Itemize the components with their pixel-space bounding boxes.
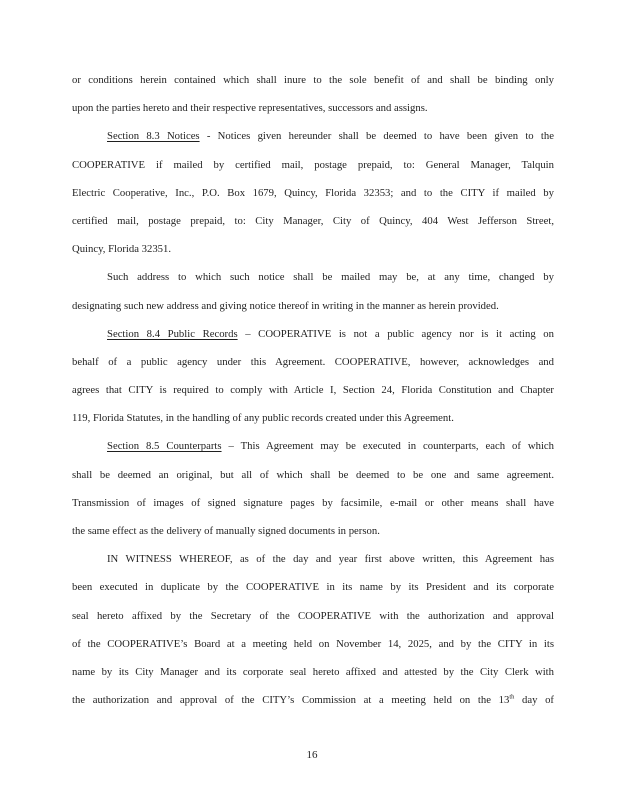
document-body (72, 66, 554, 714)
text-line (72, 263, 554, 291)
text-line (72, 207, 554, 235)
text-line (72, 461, 554, 489)
body-text: 119, Florida Statutes, in the handling of any public records created under this Agreement. (72, 412, 454, 425)
body-text: certified mail, postage prepaid, to: City Manager, City of Quincy, 404 West Jefferson Street, (72, 214, 554, 227)
body-text: shall be deemed an original, but all of which shall be deemed to be one and same agreement. (72, 468, 554, 481)
body-text: name by its City Manager and its corporate seal hereto affixed and attested by the City Clerk with (72, 665, 554, 678)
section-heading: Section 8.3 Notices (107, 130, 200, 143)
body-text: seal hereto affixed by the Secretary of the COOPERATIVE with the authorization and approval (72, 609, 554, 622)
text-line (72, 94, 554, 122)
body-text: designating such new address and giving notice thereof in writing in the manner as herein provided. (72, 299, 499, 312)
body-text: Such address to which such notice shall be mailed may be, at any time, changed by (107, 271, 554, 284)
text-line (72, 376, 554, 404)
body-text: of the COOPERATIVE’s Board at a meeting held on November 14, 2025, and by the CITY in its (72, 637, 554, 650)
page-number: 16 (306, 749, 318, 761)
text-line (72, 66, 554, 94)
body-text: or conditions herein contained which shall inure to the sole benefit of and shall be binding only (72, 74, 554, 86)
text-line (72, 517, 554, 545)
text-line (72, 122, 554, 150)
section-heading: Section 8.4 Public Records (107, 327, 238, 340)
text-line (72, 630, 554, 658)
body-text: – COOPERATIVE is not a public agency nor is it acting on (237, 327, 554, 340)
text-line (72, 602, 554, 630)
text-line (72, 348, 554, 376)
text-line (72, 235, 554, 263)
body-text: Quincy, Florida 32351. (72, 243, 172, 256)
text-line (72, 151, 554, 179)
body-text: – This Agreement may be executed in counterparts, each of which (221, 440, 554, 453)
section-heading: Section 8.5 Counterparts (107, 440, 222, 453)
body-text: COOPERATIVE if mailed by certified mail, postage prepaid, to: General Manager, Talquin (72, 158, 554, 171)
body-text: IN WITNESS WHEREOF, as of the day and year first above written, this Agreement has (107, 553, 554, 566)
body-text: - Notices given hereunder shall be deemed to have been given to the (199, 130, 554, 143)
text-line (72, 320, 554, 348)
body-text: Transmission of images of signed signature pages by facsimile, e-mail or other means shall have (72, 496, 554, 509)
text-line (72, 489, 554, 517)
body-text: been executed in duplicate by the COOPERATIVE in its name by its President and its corporate (72, 581, 554, 594)
body-text: Electric Cooperative, Inc., P.O. Box 1679, Quincy, Florida 32353; and to the CITY if mailed by (72, 186, 554, 199)
body-text: day of (514, 694, 554, 707)
text-line (72, 573, 554, 601)
text-line (72, 404, 554, 432)
text-line (72, 658, 554, 686)
text-line (72, 179, 554, 207)
text-line (72, 545, 554, 573)
text-line (72, 292, 554, 320)
body-text: agrees that CITY is required to comply with Article I, Section 24, Florida Constitution and Chapter (72, 384, 554, 397)
body-text: the authorization and approval of the CITY’s Commission at a meeting held on the 13 (72, 694, 510, 707)
text-line (72, 432, 554, 460)
text-line (72, 686, 554, 714)
body-text: upon the parties hereto and their respective representatives, successors and assigns. (72, 102, 428, 115)
body-text: behalf of a public agency under this Agreement. COOPERATIVE, however, acknowledges and (72, 355, 554, 368)
body-text: the same effect as the delivery of manually signed documents in person. (72, 525, 380, 537)
superscript-text: th (509, 693, 515, 701)
